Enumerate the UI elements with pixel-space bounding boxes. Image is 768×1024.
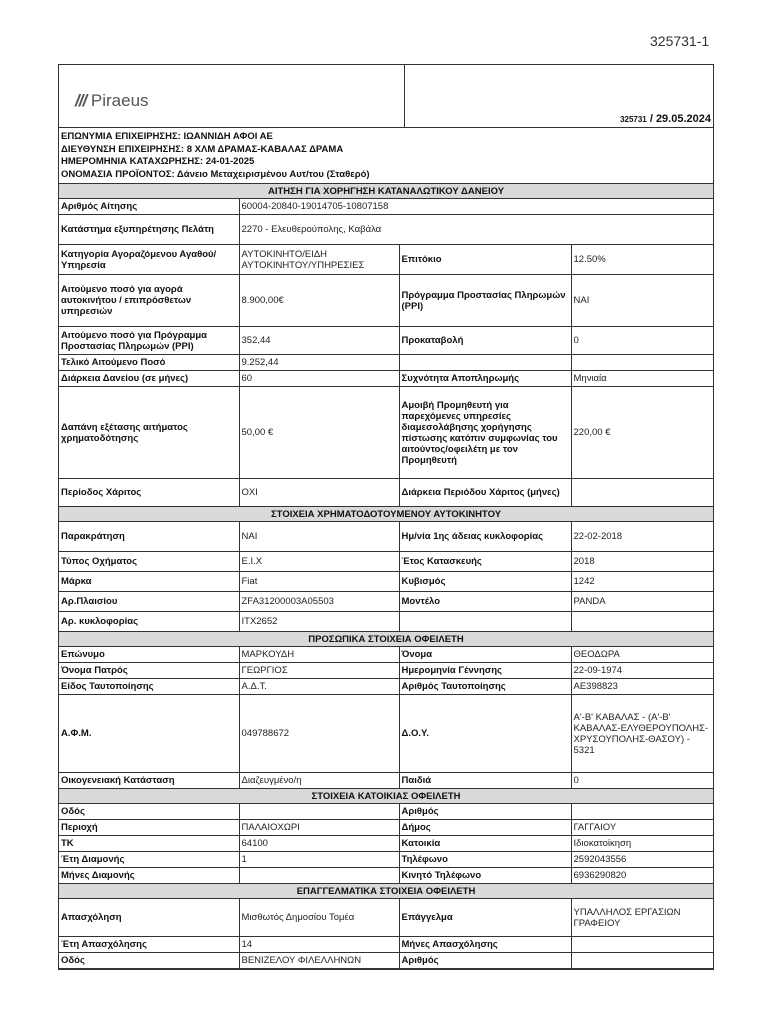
info-value: Δάνειο Μεταχειρισμένου Αυτ/του (Σταθερό) <box>176 168 370 180</box>
document-id: 325731-1 <box>650 33 710 49</box>
id-type-value: Α.Δ.Τ. <box>239 679 399 695</box>
section-header-residence <box>59 789 713 804</box>
empty-cell <box>571 355 713 371</box>
field-label: Είδος Ταυτοποίησης <box>59 679 239 695</box>
chassis-value: ZFA31200003A05503 <box>239 592 399 612</box>
section-title: ΣΤΟΙΧΕΙΑ ΧΡΗΜΑΤΟΔΟΤΟΥΜΕΝΟΥ ΑΥΤΟΚΙΝΗΤΟΥ <box>59 507 713 522</box>
table-row <box>59 899 713 937</box>
id-number-value: ΑΕ398823 <box>571 679 713 695</box>
section-header-vehicle <box>59 507 713 522</box>
table-row <box>59 371 713 387</box>
table-row <box>59 868 713 884</box>
section-header-loan <box>59 184 713 199</box>
field-label: Περίοδος Χάριτος <box>59 479 239 507</box>
field-label: Αριθμός Ταυτοποίησης <box>399 679 571 695</box>
field-label: Έτη Απασχόλησης <box>59 937 239 953</box>
field-label: Παρακράτηση <box>59 522 239 552</box>
section-title: ΠΡΟΣΩΠΙΚΑ ΣΤΟΙΧΕΙΑ ΟΦΕΙΛΕΤΗ <box>59 632 713 647</box>
field-label: Συχνότητα Αποπληρωμής <box>399 371 571 387</box>
year-value: 2018 <box>571 552 713 572</box>
table-row <box>59 572 713 592</box>
table-row <box>59 804 713 820</box>
table-row <box>59 953 713 969</box>
table-row <box>59 479 713 507</box>
empty-cell <box>399 355 571 371</box>
street-value <box>239 804 399 820</box>
info-line <box>61 131 711 144</box>
field-label: Έτος Κατασκευής <box>399 552 571 572</box>
plate-value: ΙΤΧ2652 <box>239 612 399 632</box>
table-row <box>59 245 713 275</box>
table-row <box>59 679 713 695</box>
grace-duration-value <box>571 479 713 507</box>
table-row <box>59 327 713 355</box>
table-row <box>59 836 713 852</box>
info-line <box>61 156 711 169</box>
field-label: Όνομα Πατρός <box>59 663 239 679</box>
field-label: Μοντέλο <box>399 592 571 612</box>
employment-value: Μισθωτός Δημοσίου Τομέα <box>239 899 399 937</box>
field-label: Αιτούμενο ποσό για αγορά αυτοκινήτου / επιπρόσθετων υπηρεσιών <box>59 275 239 327</box>
table-row <box>59 647 713 663</box>
number-value <box>571 804 713 820</box>
piraeus-logo <box>75 91 149 111</box>
field-label: Παιδιά <box>399 773 571 789</box>
table-row <box>59 937 713 953</box>
field-label: Α.Φ.Μ. <box>59 695 239 773</box>
table-row <box>59 199 713 215</box>
logo-marks: /// <box>75 91 87 110</box>
tax-office-value: Α'-Β' ΚΑΒΑΛΑΣ - (Α'-Β' ΚΑΒΑΛΑΣ-ΕΛΥΘΕΡΟΥΠΟΛΗΣ-ΧΡΥΣΟΥΠΟΛΗΣ-ΘΑΣΟΥ) - 5321 <box>571 695 713 773</box>
vehicle-type-value: Ε.Ι.Χ <box>239 552 399 572</box>
field-label: Αριθμός <box>399 804 571 820</box>
reference-code: 325731 <box>620 115 647 124</box>
retention-value: ΝΑΙ <box>239 522 399 552</box>
field-label: Οικογενειακή Κατάσταση <box>59 773 239 789</box>
table-row <box>59 612 713 632</box>
section-title: ΕΠΑΓΓΕΛΜΑΤΙΚΑ ΣΤΟΙΧΕΙΑ ΟΦΕΙΛΕΤΗ <box>59 884 713 899</box>
mobile-value: 6936290820 <box>571 868 713 884</box>
field-label: Διάρκεια Δανείου (σε μήνες) <box>59 371 239 387</box>
field-label: Επιτόκιο <box>399 245 571 275</box>
field-label: Αμοιβή Προμηθευτή για παρεχόμενες υπηρεσίες διαμεσολάβησης χορήγησης πίστωσης κατόπιν συμφωνίας του αιτούντος/οφειλέτη με τον Προμηθευτή <box>399 387 571 479</box>
work-street-value: ΒΕΝΙΖΕΛΟΥ ΦΙΛΕΛΛΗΝΩΝ <box>239 953 399 969</box>
duration-value: 60 <box>239 371 399 387</box>
info-value: 24-01-2025 <box>205 156 255 167</box>
company-info <box>59 128 713 184</box>
table-row <box>59 355 713 371</box>
ppi-amount-value: 352,44 <box>239 327 399 355</box>
section-header-personal <box>59 632 713 647</box>
field-label: Οδός <box>59 953 239 969</box>
section-header-professional <box>59 884 713 899</box>
cc-value: 1242 <box>571 572 713 592</box>
reference-cell <box>405 65 713 127</box>
field-label: Περιοχή <box>59 820 239 836</box>
table-row <box>59 592 713 612</box>
table-row <box>59 773 713 789</box>
category-value: ΑΥΤΟΚΙΝΗΤΟ/ΕΙΔΗ ΑΥΤΟΚΙΝΗΤΟΥ/ΥΠΗΡΕΣΙΕΣ <box>239 245 399 275</box>
table-row <box>59 663 713 679</box>
housing-value: Ιδιοκατοίκηση <box>571 836 713 852</box>
employment-months-value <box>571 937 713 953</box>
table-row <box>59 522 713 552</box>
amount-value: 8.900,00€ <box>239 275 399 327</box>
table-row <box>59 695 713 773</box>
postal-code-value: 64100 <box>239 836 399 852</box>
field-label: Τύπος Οχήματος <box>59 552 239 572</box>
info-line <box>61 144 711 157</box>
field-label: Ημερομηνία Γέννησης <box>399 663 571 679</box>
info-label: ΗΜΕΡΟΜΗΝΙΑ ΚΑΤΑΧΩΡΗΣΗΣ: <box>61 156 204 167</box>
municipality-value: ΓΑΓΓΑΙΟΥ <box>571 820 713 836</box>
form-header <box>59 65 713 128</box>
frequency-value: Μηνιαία <box>571 371 713 387</box>
field-label: Μήνες Διαμονής <box>59 868 239 884</box>
section-title: ΑΙΤΗΣΗ ΓΙΑ ΧΟΡΗΓΗΣΗ ΚΑΤΑΝΑΛΩΤΙΚΟΥ ΔΑΝΕΙΟΥ <box>59 184 713 199</box>
field-label: Διάρκεια Περιόδου Χάριτος (μήνες) <box>399 479 571 507</box>
birth-date-value: 22-09-1974 <box>571 663 713 679</box>
brand-value: Fiat <box>239 572 399 592</box>
field-label: Κατοικία <box>399 836 571 852</box>
field-label: Δ.Ο.Υ. <box>399 695 571 773</box>
field-label: ΤΚ <box>59 836 239 852</box>
total-value: 9.252,44 <box>239 355 399 371</box>
table-row <box>59 852 713 868</box>
field-label: Έτη Διαμονής <box>59 852 239 868</box>
loan-application-form <box>58 64 714 970</box>
reference-number <box>620 113 711 125</box>
down-payment-value: 0 <box>571 327 713 355</box>
table-row <box>59 820 713 836</box>
area-value: ΠΑΛΑΙΟΧΩΡΙ <box>239 820 399 836</box>
marital-status-value: Διαζευγμένο/η <box>239 773 399 789</box>
phone-value: 2592043556 <box>571 852 713 868</box>
section-title: ΣΤΟΙΧΕΙΑ ΚΑΤΟΙΚΙΑΣ ΟΦΕΙΛΕΤΗ <box>59 789 713 804</box>
field-label: Τηλέφωνο <box>399 852 571 868</box>
field-label: Αριθμός Αίτησης <box>59 199 239 215</box>
field-label: Αρ. κυκλοφορίας <box>59 612 239 632</box>
field-label: Επάγγελμα <box>399 899 571 937</box>
field-label: Πρόγραμμα Προστασίας Πληρωμών (PPI) <box>399 275 571 327</box>
store-value: 2270 - Ελευθερούπολης, Καβάλα <box>239 215 713 245</box>
rate-value: 12.50% <box>571 245 713 275</box>
empty-cell <box>399 612 571 632</box>
field-label: Αριθμός <box>399 953 571 969</box>
children-value: 0 <box>571 773 713 789</box>
field-label: Μάρκα <box>59 572 239 592</box>
application-number: 60004-20840-19014705-10807158 <box>239 199 713 215</box>
field-label: Δαπάνη εξέτασης αιτήματος χρηματοδότησης <box>59 387 239 479</box>
info-line <box>61 169 711 182</box>
field-label: Τελικό Αιτούμενο Ποσό <box>59 355 239 371</box>
surname-value: ΜΑΡΚΟΥΔΗ <box>239 647 399 663</box>
name-value: ΘΕΟΔΩΡΑ <box>571 647 713 663</box>
info-label: ΟΝΟΜΑΣΙΑ ΠΡΟΪΟΝΤΟΣ: <box>61 168 175 180</box>
field-label: Αρ.Πλαισίου <box>59 592 239 612</box>
info-value: ΙΩΑΝΝΙΔΗ ΑΦΟΙ ΑΕ <box>183 131 273 142</box>
field-label: Μήνες Απασχόλησης <box>399 937 571 953</box>
field-label: Κατάστημα εξυπηρέτησης Πελάτη <box>59 215 239 245</box>
field-label: Οδός <box>59 804 239 820</box>
fee-value: 50,00 € <box>239 387 399 479</box>
field-label: Επώνυμο <box>59 647 239 663</box>
field-label: Απασχόληση <box>59 899 239 937</box>
field-label: Κυβισμός <box>399 572 571 592</box>
info-value: 8 ΧΛΜ ΔΡΑΜΑΣ-ΚΑΒΑΛΑΣ ΔΡΑΜΑ <box>186 143 344 155</box>
field-label: Αιτούμενο ποσό για Πρόγραμμα Προστασίας Πληρωμών (PPI) <box>59 327 239 355</box>
info-label: ΔΙΕΥΘΥΝΣΗ ΕΠΙΧΕΙΡΗΣΗΣ: <box>61 143 185 155</box>
grace-value: ΟΧΙ <box>239 479 399 507</box>
afm-value: 049788672 <box>239 695 399 773</box>
empty-cell <box>571 612 713 632</box>
field-label: Δήμος <box>399 820 571 836</box>
table-row <box>59 552 713 572</box>
field-label: Όνομα <box>399 647 571 663</box>
profession-value: ΥΠΑΛΛΗΛΟΣ ΕΡΓΑΣΙΩΝ ΓΡΑΦΕΙΟΥ <box>571 899 713 937</box>
model-value: PANDA <box>571 592 713 612</box>
field-label: Κινητό Τηλέφωνο <box>399 868 571 884</box>
logo-text: Piraeus <box>90 91 149 110</box>
ppi-value: ΝΑΙ <box>571 275 713 327</box>
table-row <box>59 387 713 479</box>
residence-years-value: 1 <box>239 852 399 868</box>
field-label: Κατηγορία Αγοραζόμενου Αγαθού/Υπηρεσία <box>59 245 239 275</box>
info-label: ΕΠΩΝΥΜΙΑ ΕΠΙΧΕΙΡΗΣΗΣ: <box>61 131 181 142</box>
application-table <box>59 184 713 969</box>
father-name-value: ΓΕΩΡΓΙΟΣ <box>239 663 399 679</box>
table-row <box>59 215 713 245</box>
work-number-value <box>571 953 713 969</box>
table-row <box>59 275 713 327</box>
employment-years-value: 14 <box>239 937 399 953</box>
supplier-fee-value: 220,00 € <box>571 387 713 479</box>
logo-cell <box>59 65 405 127</box>
field-label: Ημ/νία 1ης άδειας κυκλοφορίας <box>399 522 571 552</box>
residence-months-value <box>239 868 399 884</box>
reference-date: / 29.05.2024 <box>649 113 711 125</box>
field-label: Προκαταβολή <box>399 327 571 355</box>
first-registration-value: 22-02-2018 <box>571 522 713 552</box>
